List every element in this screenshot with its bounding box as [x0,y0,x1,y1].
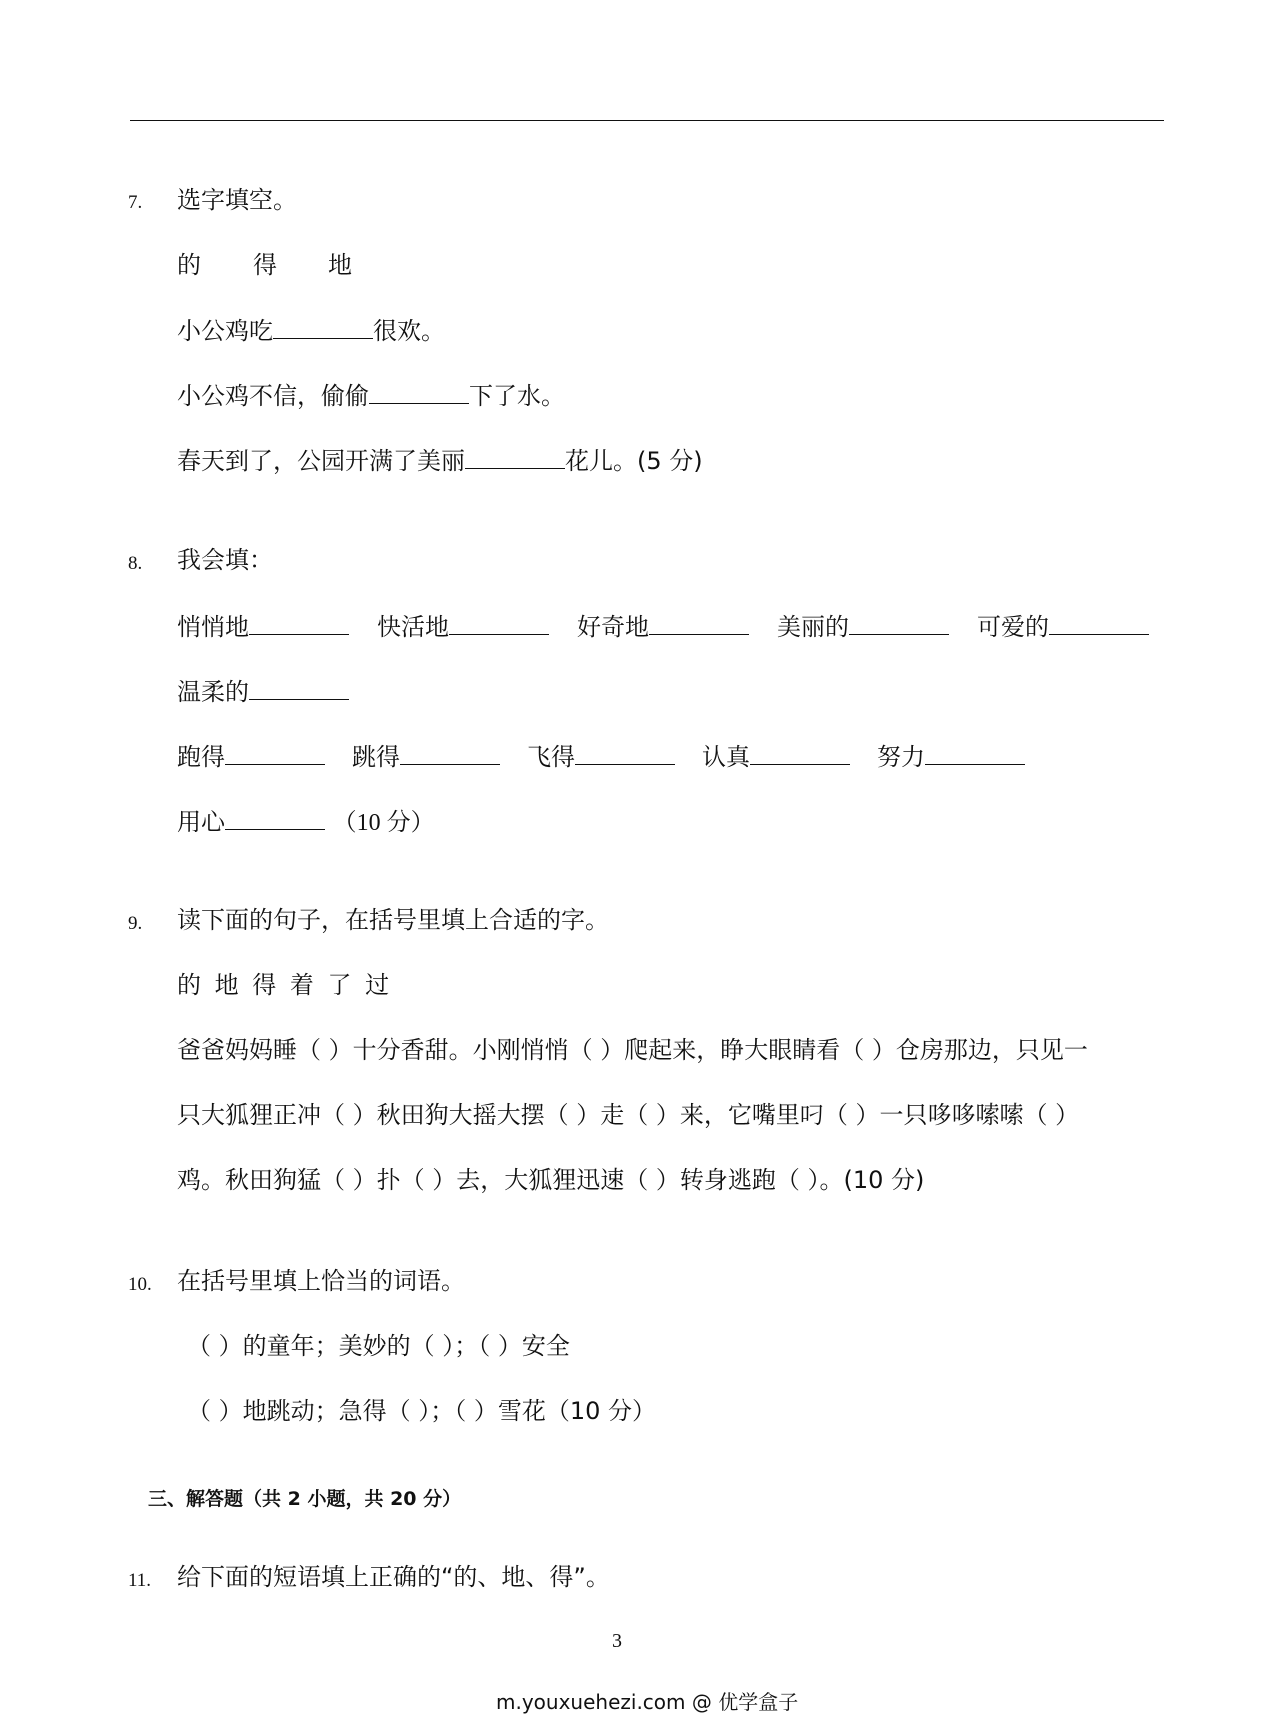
q7-option: 得 [253,251,277,279]
q7-sentence-2: 小公鸡不信，偷偷 下了水。 [177,382,565,410]
q9-number: 9. [128,913,143,934]
q8-item: 好奇地 [577,614,749,639]
q8-item: 悄悄地 [177,614,349,639]
fill-blank[interactable] [369,383,469,404]
fill-blank[interactable] [849,614,949,635]
q11-number: 11. [128,1570,152,1591]
q8-item: 跳得 [352,744,500,769]
fill-blank[interactable] [273,318,373,339]
q8-item: 温柔的 [177,679,349,704]
q9-title: 读下面的句子，在括号里填上合适的字。 [177,906,609,934]
q7-option: 的 [177,251,201,279]
q7-title: 选字填空。 [177,186,297,214]
section-heading: 三、解答题（共 2 小题，共 20 分） [148,1488,462,1510]
q8-number: 8. [128,553,143,574]
fill-blank[interactable] [1049,614,1149,635]
fill-blank[interactable] [249,614,349,635]
q7-option: 地 [328,251,352,279]
q9-paragraph-2: 只大狐狸正冲（ ）秋田狗大摇大摆（ ）走（ ）来，它嘴里叼（ ）一只哆哆嗦嗦（ ） [177,1101,1080,1129]
q7-sentence-1: 小公鸡吃 很欢。 [177,317,445,345]
header-rule [130,120,1164,121]
fill-blank[interactable] [925,744,1025,765]
q11-title: 给下面的短语填上正确的“的、地、得”。 [177,1563,610,1591]
q10-line-2: （ ）地跳动；急得（ ）；（ ）雪花（10 分） [187,1397,657,1425]
q7-number: 7. [128,192,143,213]
fill-blank[interactable] [225,744,325,765]
q8-item: 努力 [877,744,1025,769]
q8-title: 我会填： [177,546,273,574]
q9-chars: 的 地 得 着 了 过 [177,971,390,999]
q8-item: 可爱的 [977,614,1149,639]
q9-paragraph-3: 鸡。秋田狗猛（ ）扑（ ）去，大狐狸迅速（ ）转身逃跑（ ）。(10 分) [177,1166,925,1194]
fill-blank[interactable] [400,744,500,765]
q8-item: 用心 （10 分） [177,808,435,836]
q10-number: 10. [128,1274,152,1295]
fill-blank[interactable] [649,614,749,635]
page-number: 3 [612,1630,622,1652]
q8-item: 快活地 [377,614,549,639]
q7-sentence-3: 春天到了，公园开满了美丽 花儿。(5 分) [177,447,703,475]
q8-item: 飞得 [527,744,675,769]
q8-score: （10 分） [332,810,435,836]
q10-line-1: （ ）的童年；美妙的（ ）；（ ）安全 [187,1332,570,1360]
q10-title: 在括号里填上恰当的词语。 [177,1267,465,1295]
fill-blank[interactable] [575,744,675,765]
fill-blank[interactable] [465,448,565,469]
q8-item: 美丽的 [777,614,949,639]
footer-watermark: m.youxuehezi.com @ 优学盒子 [496,1690,799,1714]
q8-item: 认真 [702,744,850,769]
fill-blank[interactable] [449,614,549,635]
fill-blank[interactable] [225,809,325,830]
q8-item: 跑得 [177,744,325,769]
fill-blank[interactable] [249,679,349,700]
fill-blank[interactable] [750,744,850,765]
q9-paragraph-1: 爸爸妈妈睡（ ）十分香甜。小刚悄悄（ ）爬起来，睁大眼睛看（ ）仓房那边，只见一 [177,1036,1088,1064]
